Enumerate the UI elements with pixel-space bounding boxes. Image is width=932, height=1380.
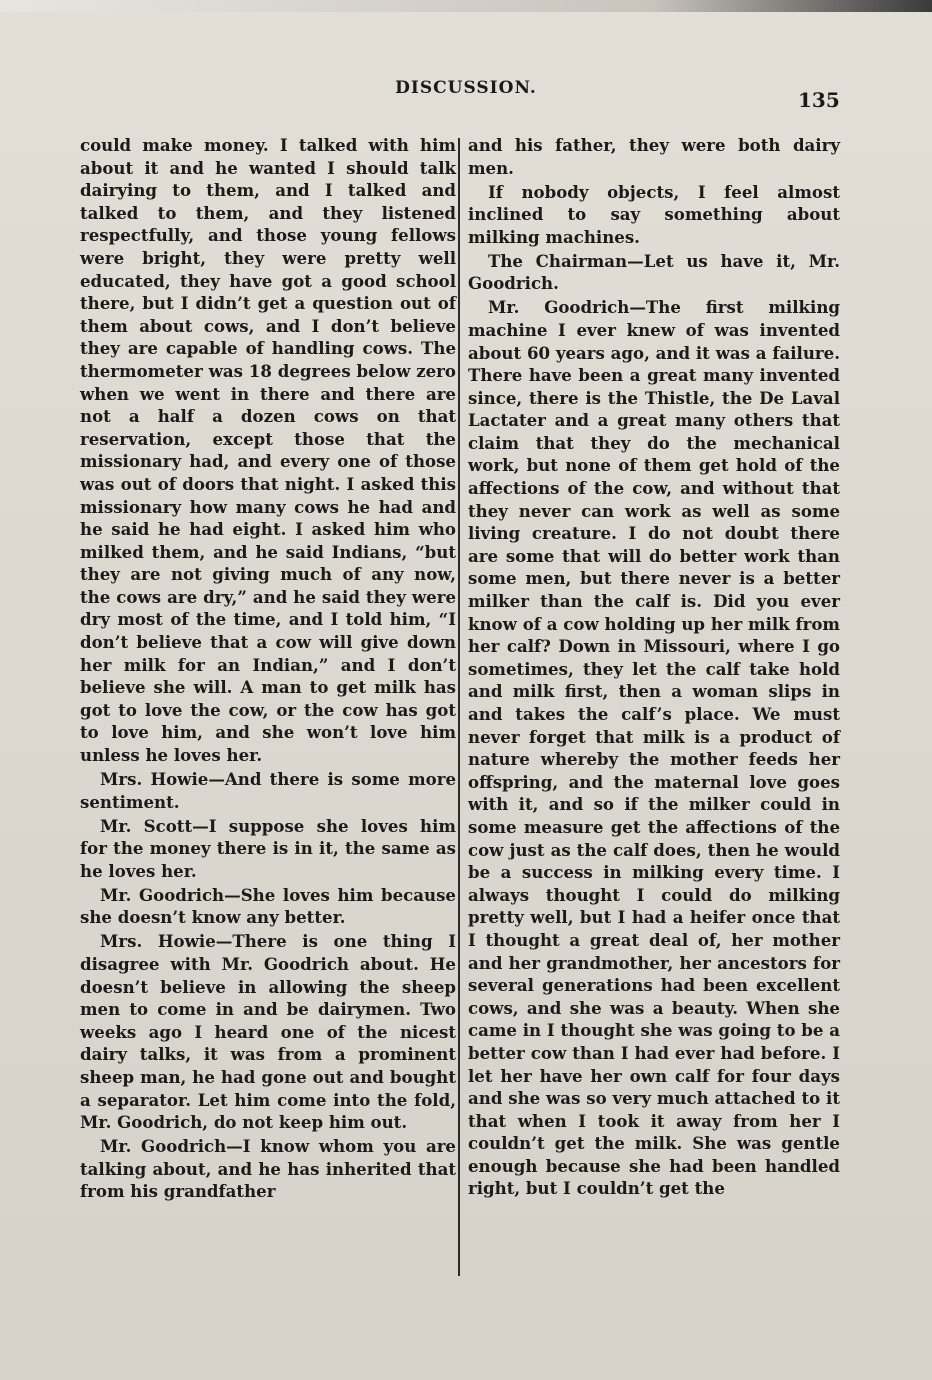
paragraph-mrs-howie-sheep-men: Mrs. Howie—There is one thing I disagree with Mr. Goodrich about. He doesn’t believe in allowing the sheep men to come in and be dairymen. Two weeks ago I heard one of the nicest dairy talks, it was from a prominent sheep man, he had gone out and bought a separator. Let him come into the fold, Mr. Goodrich, do not keep him out.: [80, 931, 456, 1133]
paragraph-mr-scott: Mr. Scott—I suppose she loves him for the money there is in it, the same as he loves her.: [80, 815, 456, 881]
paragraph-mrs-howie-sentiment: Mrs. Howie—And there is some more sentiment.: [80, 769, 456, 812]
scan-top-edge: [0, 0, 932, 12]
left-column: [80, 134, 456, 1204]
paragraph-mr-goodrich-grandfather: Mr. Goodrich—I know whom you are talking about, and he has inherited that from his grandfather: [80, 1136, 456, 1202]
page-number: 135: [798, 88, 840, 112]
paragraph-milking-machines-intro: If nobody objects, I feel almost inclined to say something about milking machines.: [468, 181, 840, 247]
right-column: [468, 134, 840, 1201]
paragraph-mr-goodrich-milking-machine: Mr. Goodrich—The first milking machine I ever knew of was invented about 60 years ago, and it was a failure. There have been a great many invented since, there is the Thistle, the De Laval Lactater and a great many others that claim that they do the mechanical work, but none of them get hold of the affections of the cow, and without that they never can work as well as some living creature. I do not doubt there are some that will do better work than some men, but there never is a better milker than the calf is. Did you ever know of a cow holding up her milk from her calf? Down in Missouri, where I go sometimes, they let the calf take hold and milk first, then a woman slips in and takes the calf’s place. We must never forget that milk is a product of nature whereby the mother feeds her offspring, and the maternal love goes with it, and so if the milker could in some measure get the affections of the cow just as the calf does, then he would be a success in milking every time. I always thought I could do milking pretty well, but I had a heifer once that I thought a great deal of, her mother and her grandmother, her ancestors for several generations had been excellent cows, and she was a beauty. When she came in I thought she was going to be a better cow than I had ever had before. I let her have her own calf for four days and she was so very much attached to it that when I took it away from her I couldn’t get the milk. She was gentle enough because she had been handled right, but I couldn’t get the: [468, 297, 840, 1199]
paragraph-continuation: could make money. I talked with him about it and he wanted I should talk dairying to them, and I talked and talked to them, and they listened respectfully, and those young fellows were bright, they were pretty well educated, they have got a good school there, but I didn’t get a question out of them about cows, and I don’t believe they are capable of handling cows. The thermometer was 18 degrees below zero when we went in there and there are not a half a dozen cows on that reservation, except those that the missionary had, and every one of those was out of doors that night. I asked this missionary how many cows he had and he said he had eight. I asked him who milked them, and he said Indians, “but they are not giving much of any now, the cows are dry,” and he said they were dry most of the time, and I told him, “I don’t believe that a cow will give down her milk for an Indian,” and I don’t believe she will. A man to get milk has got to love the cow, or the cow has got to love him, and she won’t love him unless he loves her.: [80, 135, 456, 766]
column-divider: [458, 138, 460, 1276]
paragraph-chairman: The Chairman—Let us have it, Mr. Goodrich.: [468, 250, 840, 294]
paragraph-mr-goodrich-reply: Mr. Goodrich—She loves him because she doesn’t know any better.: [80, 884, 456, 928]
paragraph-continuation-right: and his father, they were both dairy men.: [468, 135, 840, 178]
running-title: DISCUSSION.: [395, 78, 537, 98]
